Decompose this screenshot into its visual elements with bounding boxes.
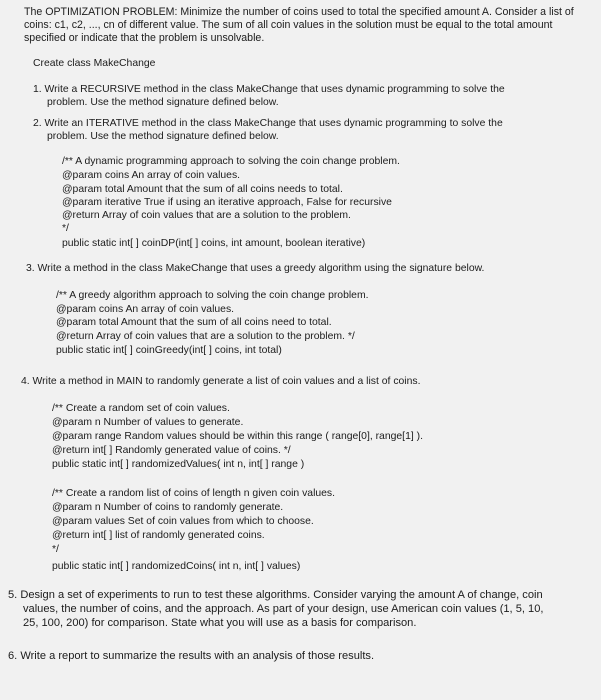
item3-code-line: @return Array of coin values that are a solution to the problem. */ bbox=[56, 331, 355, 342]
item2-code-line: /** A dynamic programming approach to solving the coin change problem. bbox=[62, 156, 400, 167]
item5-line2: values, the number of coins, and the approach. As part of your design, use American coin values (1, 5, 10, bbox=[23, 603, 544, 615]
item3-line1: 3. Write a method in the class MakeChange that uses a greedy algorithm using the signature below. bbox=[26, 263, 485, 274]
item3-signature: public static int[ ] coinGreedy(int[ ] coins, int total) bbox=[56, 345, 282, 356]
intro-paragraph: The OPTIMIZATION PROBLEM: Minimize the number of coins used to total the specified amount A. Consider a list of coins: c1, c2, ..., cn of different value. The sum of all coin values in the solution must be equal to the total amount specified or indicate that the problem is unsolvable. bbox=[24, 6, 574, 45]
item2-code-line: */ bbox=[62, 223, 69, 234]
item2-code-line: @param coins An array of coin values. bbox=[62, 170, 241, 181]
item4-code2-line: /** Create a random list of coins of length n given coin values. bbox=[52, 488, 336, 499]
create-class-heading: Create class MakeChange bbox=[33, 58, 156, 69]
item4-code2-line: @return int[ ] list of randomly generated coins. bbox=[52, 530, 265, 541]
item2-line2: problem. Use the method signature defined below. bbox=[47, 131, 279, 142]
item4-code2-line: @param n Number of coins to randomly generate. bbox=[52, 502, 284, 513]
item1-line1: 1. Write a RECURSIVE method in the class MakeChange that uses dynamic programming to solve the bbox=[33, 84, 505, 95]
item2-code-line: @return Array of coin values that are a solution to the problem. bbox=[62, 210, 351, 221]
item3-code-line: @param coins An array of coin values. bbox=[56, 304, 235, 315]
item6-line1: 6. Write a report to summarize the results with an analysis of those results. bbox=[8, 650, 375, 662]
item4-code2-line: @param values Set of coin values from which to choose. bbox=[52, 516, 314, 527]
item4-line1: 4. Write a method in MAIN to randomly generate a list of coin values and a list of coins. bbox=[21, 376, 421, 387]
item2-code-line: @param total Amount that the sum of all coins needs to total. bbox=[62, 184, 343, 195]
item4-code2-line: */ bbox=[52, 544, 59, 555]
item3-code-line: @param total Amount that the sum of all coins need to total. bbox=[56, 317, 332, 328]
item5-line3: 25, 100, 200) for comparison. State what you will use as a basis for comparison. bbox=[23, 617, 417, 629]
item4-code1-line: @param n Number of values to generate. bbox=[52, 417, 244, 428]
item5-line1: 5. Design a set of experiments to run to test these algorithms. Consider varying the amount A of change, coin bbox=[8, 589, 543, 601]
item4-code1-signature: public static int[ ] randomizedValues( int n, int[ ] range ) bbox=[52, 459, 305, 470]
item4-code1-line: @return int[ ] Randomly generated value of coins. */ bbox=[52, 445, 291, 456]
item2-code-line: @param iterative True if using an iterative approach, False for recursive bbox=[62, 197, 392, 208]
item3-code-line: /** A greedy algorithm approach to solving the coin change problem. bbox=[56, 290, 369, 301]
item2-signature: public static int[ ] coinDP(int[ ] coins, int amount, boolean iterative) bbox=[62, 238, 366, 249]
item4-code1-line: /** Create a random set of coin values. bbox=[52, 403, 230, 414]
item4-code1-line: @param range Random values should be within this range ( range[0], range[1] ). bbox=[52, 431, 423, 442]
item4-code2-signature: public static int[ ] randomizedCoins( int n, int[ ] values) bbox=[52, 561, 301, 572]
item1-line2: problem. Use the method signature defined below. bbox=[47, 97, 279, 108]
item2-line1: 2. Write an ITERATIVE method in the class MakeChange that uses dynamic programming to solve the bbox=[33, 118, 503, 129]
